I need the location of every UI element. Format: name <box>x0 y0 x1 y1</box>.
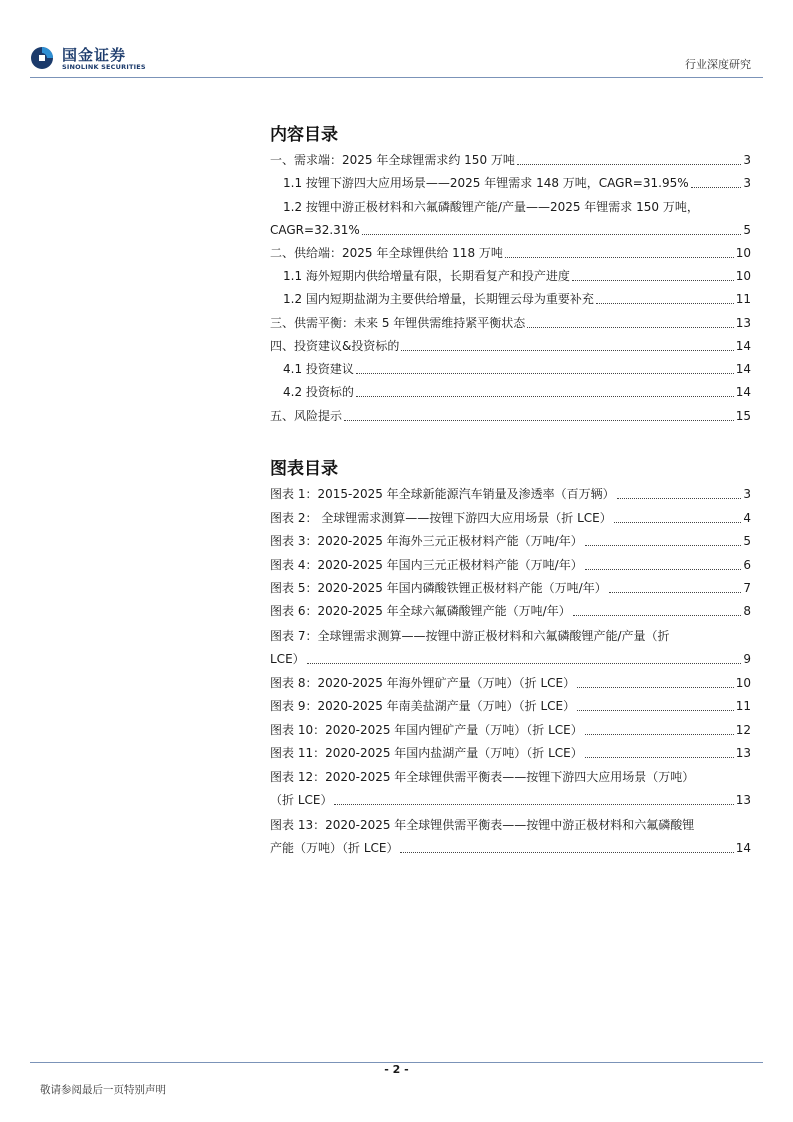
toc-entry[interactable]: 4.2 投资标的 14 <box>283 385 751 399</box>
figure-entry[interactable]: 图表 5：2020-2025 年国内磷酸铁锂正极材料产能（万吨/年） 7 <box>270 581 751 595</box>
toc-entry[interactable]: 四、投资建议&投资标的 14 <box>270 339 751 353</box>
toc-entry-line1[interactable]: 1.2 按锂中游正极材料和六氟磷酸锂产能/产量——2025 年锂需求 150 万吨， <box>283 200 699 214</box>
figure-entry[interactable]: 图表 2： 全球锂需求测算——按锂下游四大应用场景（折 LCE） 4 <box>270 511 751 525</box>
figure-entry-line1[interactable]: 图表 7：全球锂需求测算——按锂中游正极材料和六氟磷酸锂产能/产量（折 <box>270 629 670 643</box>
sinolink-logo-icon <box>30 46 54 70</box>
figure-entry[interactable]: 图表 6：2020-2025 年全球六氟磷酸锂产能（万吨/年） 8 <box>270 604 751 618</box>
figure-entry[interactable]: 图表 10：2020-2025 年国内锂矿产量（万吨）（折 LCE） 12 <box>270 723 751 737</box>
figure-entry-line1[interactable]: 图表 13：2020-2025 年全球锂供需平衡表——按锂中游正极材料和六氟磷酸锂 <box>270 818 695 832</box>
toc-title: 内容目录 <box>270 125 338 145</box>
page-number: - 2 - <box>384 1063 409 1076</box>
toc-entry[interactable]: CAGR=32.31% 5 <box>270 223 751 237</box>
toc-entry[interactable]: 1.1 按锂下游四大应用场景——2025 年锂需求 148 万吨，CAGR=31.95% 3 <box>283 176 751 190</box>
figures-title: 图表目录 <box>270 459 338 479</box>
figure-entry[interactable]: 图表 9：2020-2025 年南美盐湖产量（万吨）（折 LCE） 11 <box>270 699 751 713</box>
figure-entry[interactable]: （折 LCE） 13 <box>270 793 751 807</box>
figure-entry[interactable]: 图表 4：2020-2025 年国内三元正极材料产能（万吨/年） 6 <box>270 558 751 572</box>
company-logo <box>30 44 160 74</box>
toc-entry[interactable]: 1.1 海外短期内供给增量有限，长期看复产和投产进度 10 <box>283 269 751 283</box>
figure-entry[interactable]: 产能（万吨）（折 LCE） 14 <box>270 841 751 855</box>
figure-entry[interactable]: 图表 8：2020-2025 年海外锂矿产量（万吨）（折 LCE） 10 <box>270 676 751 690</box>
header-divider <box>30 77 763 78</box>
toc-entry[interactable]: 一、需求端：2025 年全球锂需求约 150 万吨 3 <box>270 153 751 167</box>
figure-entry[interactable]: 图表 11：2020-2025 年国内盐湖产量（万吨）（折 LCE） 13 <box>270 746 751 760</box>
toc-entry[interactable]: 1.2 国内短期盐湖为主要供给增量，长期锂云母为重要补充 11 <box>283 292 751 306</box>
figure-entry[interactable]: 图表 3：2020-2025 年海外三元正极材料产能（万吨/年） 5 <box>270 534 751 548</box>
footer-disclaimer: 敬请参阅最后一页特别声明 <box>40 1084 166 1096</box>
logo-english-name: SINOLINK SECURITIES <box>62 63 146 71</box>
logo-chinese-name: 国金证券 <box>62 46 127 64</box>
toc-entry[interactable]: 二、供给端：2025 年全球锂供给 118 万吨 10 <box>270 246 751 260</box>
figure-entry-line1[interactable]: 图表 12：2020-2025 年全球锂供需平衡表——按锂下游四大应用场景（万吨） <box>270 770 695 784</box>
toc-entry[interactable]: 三、供需平衡：未来 5 年锂供需维持紧平衡状态 13 <box>270 316 751 330</box>
report-type: 行业深度研究 <box>685 58 751 71</box>
figure-entry[interactable]: LCE） 9 <box>270 652 751 666</box>
figure-entry[interactable]: 图表 1：2015-2025 年全球新能源汽车销量及渗透率（百万辆） 3 <box>270 487 751 501</box>
toc-entry[interactable]: 4.1 投资建议 14 <box>283 362 751 376</box>
toc-entry[interactable]: 五、风险提示 15 <box>270 409 751 423</box>
